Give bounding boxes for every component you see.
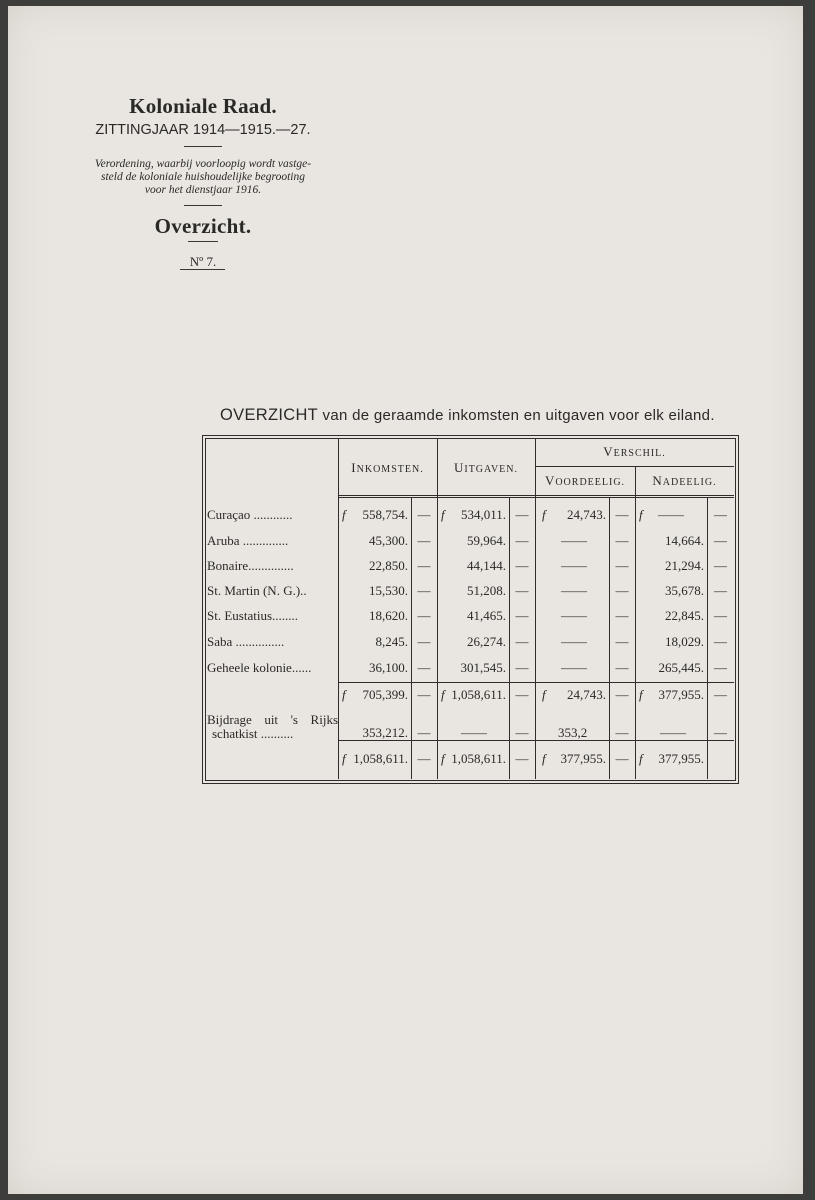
row-label-aruba: Aruba .............. — [207, 533, 289, 548]
cell-uitgaven: 51,208. — [467, 583, 506, 598]
cell-dash: — — [515, 660, 529, 675]
cell-inkomsten: 558,754. — [362, 507, 408, 522]
cell-dash: — — [714, 533, 727, 548]
section-title: Overzicht. — [154, 214, 252, 238]
cell-voordeelig: —— — [561, 660, 587, 675]
florin-sign: f — [542, 687, 546, 702]
cell-inkomsten: 22,850. — [369, 558, 408, 573]
header-nadeelig: NADEELIG. — [652, 473, 717, 488]
header-inkomsten: INKOMSTEN. — [351, 460, 424, 475]
header-rule — [338, 497, 734, 498]
header-rule — [535, 466, 734, 467]
council-title: Koloniale Raad. — [129, 94, 277, 118]
cell-dash: — — [714, 507, 727, 522]
cell-dash: — — [417, 583, 431, 598]
florin-sign: f — [542, 751, 546, 766]
bijdrage-uitgaven: —— — [461, 725, 487, 740]
cell-dash: — — [417, 558, 431, 573]
budget-table — [202, 435, 739, 784]
cell-dash: — — [417, 533, 431, 548]
cell-voordeelig: —— — [561, 558, 587, 573]
cell-nadeelig: 18,029. — [665, 634, 704, 649]
session-line: ZITTINGJAAR 1914—1915.—27. — [95, 122, 311, 138]
header-verschil: VERSCHIL. — [603, 444, 666, 459]
col-divider — [437, 439, 438, 779]
cell-dash: — — [515, 583, 529, 598]
col-divider — [635, 467, 636, 779]
cell-uitgaven: 41,465. — [467, 608, 506, 623]
header-voordeelig: VOORDEELIG. — [544, 473, 626, 488]
row-label-bijdrage-cont: schatkist .......... — [212, 726, 294, 741]
cell-dash: — — [515, 634, 529, 649]
cell-dash: — — [417, 634, 431, 649]
description-line: voor het dienstjaar 1916. — [144, 184, 262, 196]
document-number: Nº 7. — [189, 254, 217, 269]
cell-dash: — — [615, 660, 629, 675]
cell-dash: — — [615, 751, 629, 766]
cell-dash: — — [515, 687, 529, 702]
divider — [188, 241, 218, 242]
total-nadeelig: 377,955. — [658, 751, 704, 766]
florin-sign: f — [639, 687, 643, 702]
florin-sign: f — [342, 687, 346, 702]
cell-dash: — — [417, 608, 431, 623]
florin-sign: f — [342, 507, 346, 522]
row-label-bijdrage: Bijdrage uit 's Rijks — [207, 712, 338, 727]
florin-sign: f — [639, 751, 643, 766]
cell-dash: — — [515, 558, 529, 573]
ordinance-description — [68, 158, 338, 197]
florin-sign: f — [441, 751, 445, 766]
cell-nadeelig: 22,845. — [665, 608, 704, 623]
total-inkomsten: 1,058,611. — [353, 751, 408, 766]
cell-voordeelig: —— — [561, 634, 587, 649]
row-label-st-eustatius: St. Eustatius........ — [207, 608, 299, 623]
cell-uitgaven: 44,144. — [467, 558, 506, 573]
header-rule — [338, 495, 734, 496]
sum-rule — [338, 682, 734, 683]
bijdrage-inkomsten: 353,212. — [362, 725, 408, 740]
col-divider — [535, 439, 536, 779]
cell-inkomsten: 45,300. — [369, 533, 408, 548]
row-label-st-martin: St. Martin (N. G.).. — [207, 583, 307, 598]
caption-lead: OVERZICHT — [220, 406, 319, 424]
cell-dash: — — [615, 558, 629, 573]
cell-inkomsten: 15,530. — [369, 583, 408, 598]
cell-uitgaven: 26,274. — [467, 634, 506, 649]
cell-nadeelig: 21,294. — [665, 558, 704, 573]
cell-dash: — — [515, 725, 529, 740]
cell-inkomsten: 18,620. — [369, 608, 408, 623]
subtotal-inkomsten: 705,399. — [362, 687, 408, 702]
col-divider — [338, 439, 339, 779]
cell-dash: — — [714, 558, 727, 573]
subtotal-voordeelig: 24,743. — [567, 687, 606, 702]
cell-voordeelig: —— — [561, 533, 587, 548]
header-uitgaven: UITGAVEN. — [453, 460, 519, 475]
row-label-bonaire: Bonaire.............. — [207, 558, 294, 573]
divider — [184, 205, 222, 206]
description-line: Verordening, waarbij voorloopig wordt vastge- — [94, 158, 312, 170]
subtotal-nadeelig: 377,955. — [658, 687, 704, 702]
cell-dash: — — [714, 725, 727, 740]
florin-sign: f — [542, 507, 546, 522]
bijdrage-nadeelig: —— — [660, 725, 686, 740]
cell-nadeelig: 14,664. — [665, 533, 704, 548]
divider — [180, 269, 225, 270]
cell-dash: — — [615, 608, 629, 623]
cell-nadeelig: 265,445. — [658, 660, 704, 675]
divider — [184, 146, 222, 147]
cell-nadeelig: 35,678. — [665, 583, 704, 598]
cell-dash: — — [615, 687, 629, 702]
cell-dash: — — [714, 660, 727, 675]
cell-dash: — — [515, 533, 529, 548]
total-voordeelig: 377,955. — [560, 751, 606, 766]
cell-uitgaven: 59,964. — [467, 533, 506, 548]
cell-uitgaven: 301,545. — [460, 660, 506, 675]
cell-dash: — — [515, 507, 529, 522]
cell-dash: — — [615, 583, 629, 598]
cell-nadeelig: —— — [658, 507, 684, 522]
florin-sign: f — [441, 687, 445, 702]
florin-sign: f — [639, 507, 643, 522]
row-label-curacao: Curaçao ............ — [207, 507, 293, 522]
caption-text: van de geraamde inkomsten en uitgaven voor elk eiland. — [322, 407, 715, 424]
bijdrage-voordeelig: 353,2 — [558, 725, 588, 740]
cell-dash: — — [515, 751, 529, 766]
cell-dash: — — [417, 507, 431, 522]
cell-dash: — — [515, 608, 529, 623]
cell-dash: — — [615, 507, 629, 522]
cell-uitgaven: 534,011. — [460, 507, 506, 522]
cell-dash: — — [615, 634, 629, 649]
cell-voordeelig: 24,743. — [567, 507, 606, 522]
cell-dash: — — [615, 533, 629, 548]
row-label-geheele-kolonie: Geheele kolonie...... — [207, 660, 312, 675]
cell-dash: — — [417, 751, 431, 766]
florin-sign: f — [441, 507, 445, 522]
cell-dash: — — [417, 725, 431, 740]
cell-dash: — — [714, 687, 727, 702]
cell-dash: — — [714, 634, 727, 649]
cell-voordeelig: —— — [561, 608, 587, 623]
cell-dash: — — [714, 608, 727, 623]
table-caption — [220, 406, 715, 425]
cell-voordeelig: —— — [561, 583, 587, 598]
subtotal-uitgaven: 1,058,611. — [451, 687, 506, 702]
cell-dash: — — [615, 725, 629, 740]
description-line: steld de koloniale huishoudelijke begrooting — [101, 171, 305, 183]
cell-inkomsten: 36,100. — [369, 660, 408, 675]
cell-inkomsten: 8,245. — [375, 634, 408, 649]
cell-dash: — — [417, 660, 431, 675]
document-page — [8, 6, 803, 1194]
total-uitgaven: 1,058,611. — [451, 751, 506, 766]
florin-sign: f — [342, 751, 346, 766]
cell-dash: — — [417, 687, 431, 702]
row-label-saba: Saba ............... — [207, 634, 285, 649]
cell-dash: — — [714, 583, 727, 598]
